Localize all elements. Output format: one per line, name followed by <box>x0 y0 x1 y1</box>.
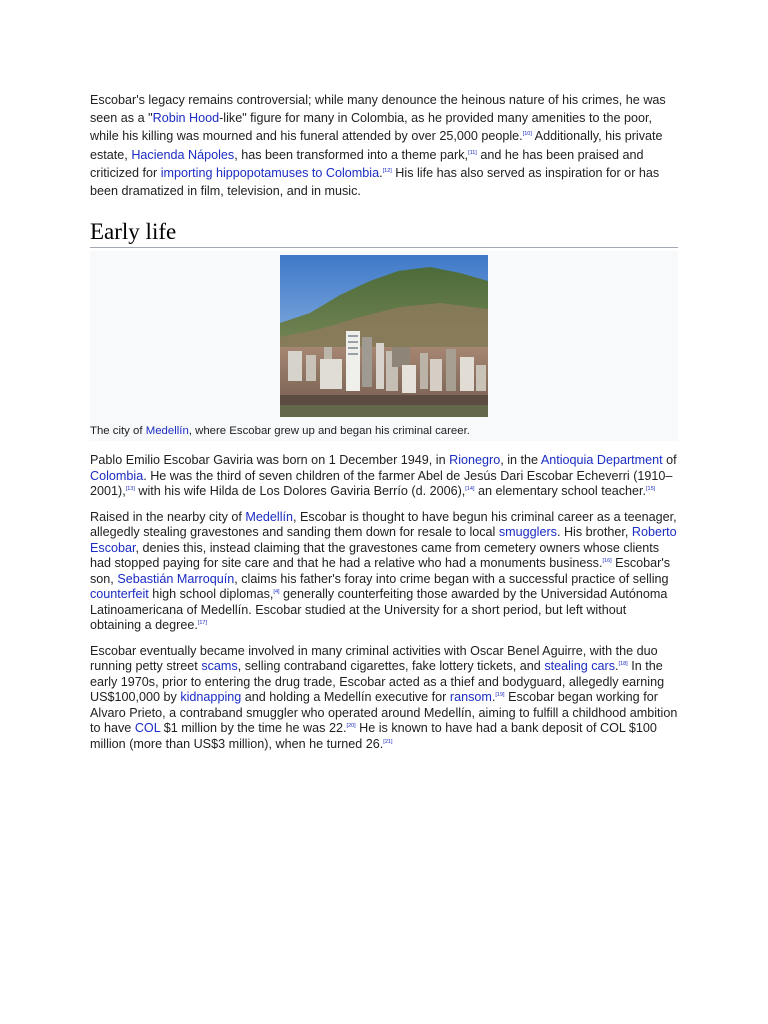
text: In the early 1970s, prior to entering the drug trade, Escobar acted as a thief and bodyguard, allegedly earning US$100,000 by <box>90 659 665 705</box>
link-antioquia-department[interactable]: Antioquia Department <box>540 453 663 468</box>
text: . <box>615 659 619 674</box>
link-stealing-cars[interactable]: stealing cars <box>544 659 616 674</box>
link-counterfeit[interactable]: counterfeit <box>90 587 149 602</box>
link-sebastian-marroquin[interactable]: Sebastián Marroquín <box>117 571 235 586</box>
citation-15[interactable]: [15] <box>646 486 656 493</box>
text: , has been transformed into a theme park, <box>234 147 469 162</box>
text: Escobar eventually became involved in many criminal activities with Oscar Benel Aguirre, with the duo running petty street <box>90 643 658 674</box>
link-col[interactable]: COL <box>134 721 161 736</box>
text: and holding a Medellín executive for <box>241 690 450 705</box>
text: , where Escobar grew up and began his criminal career. <box>188 425 470 438</box>
link-medellin[interactable]: Medellín <box>245 509 294 524</box>
link-medellin[interactable]: Medellín <box>145 425 189 438</box>
text: Additionally, his private estate, <box>90 129 663 162</box>
paragraph-criminal-activities <box>90 644 678 753</box>
link-hacienda-napoles[interactable]: Hacienda Nápoles <box>131 147 235 162</box>
link-robin-hood[interactable]: Robin Hood <box>152 111 220 126</box>
citation-17[interactable]: [17] <box>197 620 208 627</box>
text: , denies this, instead claiming that the gravestones came from cemetery owners whose clients had stopped paying for site care and that he had a relative who had a monuments business. <box>90 540 660 571</box>
text: The city of <box>90 425 146 438</box>
article-content <box>90 91 678 752</box>
medellin-city-photo[interactable] <box>280 255 488 417</box>
citation-14[interactable]: [14] <box>465 486 475 493</box>
citation-18[interactable]: [18] <box>618 661 628 668</box>
text: , Escobar is thought to have begun his criminal career as a teenager, allegedly stealing gravestones and sanding them down for resale to local <box>90 509 677 540</box>
text: Raised in the nearby city of <box>90 509 246 524</box>
text: . His brother, <box>556 525 632 540</box>
citation-16[interactable]: [16] <box>602 558 612 565</box>
link-importing-hippopotamuses[interactable]: importing hippopotamuses to Colombia <box>160 165 380 180</box>
text: , in the <box>500 453 541 468</box>
citation-20[interactable]: [20] <box>346 723 356 730</box>
citation-21[interactable]: [21] <box>383 738 393 745</box>
citation-11[interactable]: [11] <box>468 149 477 156</box>
text: $1 million by the time he was 22. <box>163 721 347 736</box>
link-rionegro[interactable]: Rionegro <box>449 453 501 468</box>
text: , claims his father's foray into crime began with a successful practice of selling <box>234 571 669 586</box>
text: high school diplomas, <box>148 587 274 602</box>
link-roberto-escobar[interactable]: Roberto Escobar <box>90 525 677 555</box>
figure-caption <box>90 424 678 438</box>
intro-paragraph <box>90 91 678 200</box>
citation-4[interactable]: [4] <box>273 589 280 596</box>
text: Escobar's legacy remains controversial; while many denounce the heinous nature of his crimes, he was seen as a " <box>90 93 666 126</box>
text: . He was the third of seven children of the farmer Abel de Jesús Dari Escobar Echeverri (1910–2001), <box>90 468 673 499</box>
link-colombia[interactable]: Colombia <box>90 468 144 483</box>
citation-12[interactable]: [12] <box>382 167 392 174</box>
citation-13[interactable]: [13] <box>125 486 135 493</box>
text: Pablo Emilio Escobar Gaviria was born on 1 December 1949, in <box>90 453 450 468</box>
text: His life has also served as inspiration for or has been dramatized in film, television, and in music. <box>90 165 660 199</box>
text: generally counterfeiting those awarded by the Universidad Autónoma Latinoamericana of Medellín. Escobar studied at the University for a short period, but left without obtaining a degree. <box>90 587 668 633</box>
citation-19[interactable]: [19] <box>495 692 505 699</box>
link-scams[interactable]: scams <box>201 659 238 674</box>
paragraph-birth <box>90 453 678 500</box>
text: with his wife Hilda de Los Dolores Gaviria Berrío (d. 2006), <box>134 484 466 499</box>
paragraph-early-career <box>90 510 678 634</box>
text: He is known to have had a bank deposit of COL $100 million (more than US$3 million), when he turned 26. <box>90 721 657 751</box>
text: , selling contraband cigarettes, fake lottery tickets, and <box>237 659 545 674</box>
link-kidnapping[interactable]: kidnapping <box>180 690 242 705</box>
text: of <box>662 453 677 468</box>
citation-10[interactable]: [10] <box>522 131 532 138</box>
text: an elementary school teacher. <box>474 484 647 499</box>
section-heading-early-life: Early life <box>90 218 678 248</box>
text: and he has been praised and criticized for <box>90 147 644 180</box>
figure <box>90 251 678 441</box>
link-ransom[interactable]: ransom <box>449 690 492 705</box>
text: . <box>491 690 496 705</box>
text: Escobar began working for Alvaro Prieto, a contraband smuggler who operated around Medellín, aiming to fulfill a childhood ambition to have <box>90 690 678 736</box>
link-smugglers[interactable]: smugglers <box>498 525 557 540</box>
text: Escobar's son, <box>90 556 671 586</box>
text: -like" figure for many in Colombia, as he provided many amenities to the poor, while his killing was mourned and his funeral attended by over 25,000 people. <box>90 111 652 144</box>
text: . <box>379 165 383 180</box>
